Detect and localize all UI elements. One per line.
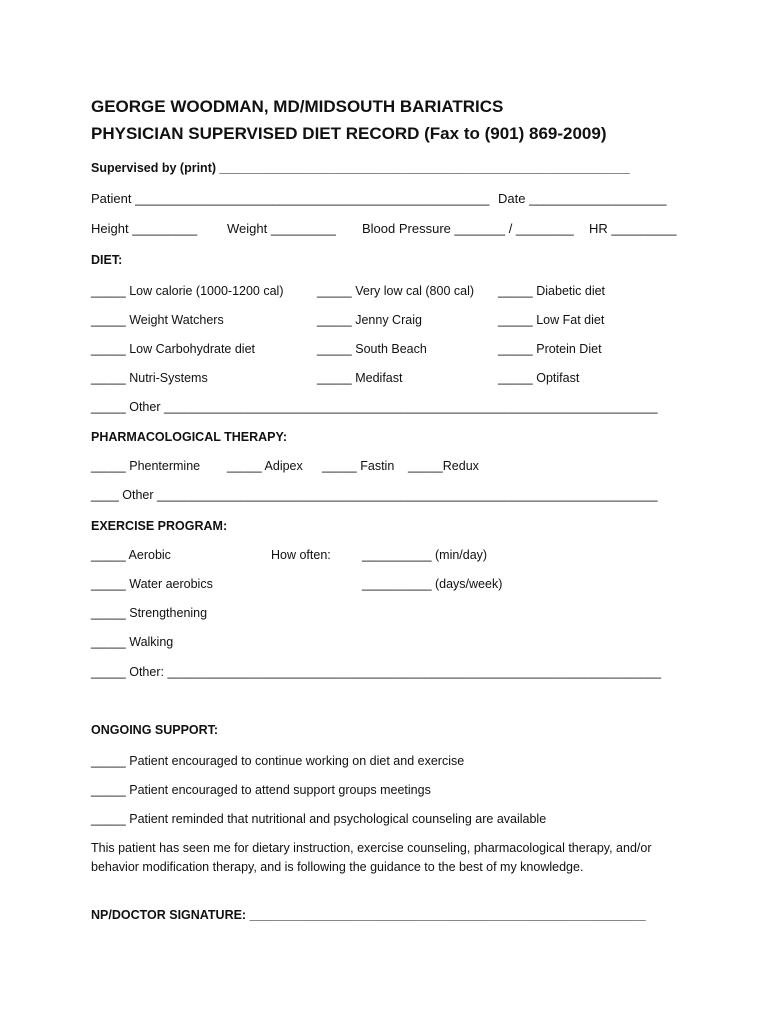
date-field[interactable]: Date ___________________ (498, 191, 667, 206)
form-title-line2: PHYSICIAN SUPERVISED DIET RECORD (Fax to (901) 869-2009) (91, 124, 607, 143)
exercise-option[interactable]: _____ Walking (91, 635, 174, 649)
exercise-option[interactable]: _____ Strengthening (91, 606, 208, 620)
blood-pressure-field[interactable]: Blood Pressure _______ / ________ (362, 221, 574, 236)
diet-option[interactable]: _____ Jenny Craig (317, 313, 422, 327)
pharma-option[interactable]: _____ Fastin (322, 459, 395, 473)
exercise-option[interactable]: _____ Aerobic (91, 548, 171, 562)
pharma-option[interactable]: _____Redux (408, 459, 479, 473)
diet-other-field[interactable]: _____ Other _______________________________________________________________________ (91, 400, 658, 414)
support-option[interactable]: _____ Patient reminded that nutritional and psychological counseling are available (91, 812, 547, 826)
days-per-week-field[interactable]: __________ (days/week) (362, 577, 503, 591)
how-often-label: How often: (271, 548, 331, 562)
ongoing-support-heading: ONGOING SUPPORT: (91, 723, 219, 737)
exercise-option[interactable]: _____ Water aerobics (91, 577, 213, 591)
hr-field[interactable]: HR _________ (589, 221, 677, 236)
support-option[interactable]: _____ Patient encouraged to attend support groups meetings (91, 783, 431, 797)
supervised-by-field[interactable]: Supervised by (print) ___________________________________________________________ (91, 161, 630, 175)
pharma-other-field[interactable]: ____ Other ________________________________________________________________________ (91, 488, 658, 502)
form-title-line1: GEORGE WOODMAN, MD/MIDSOUTH BARIATRICS (91, 97, 504, 116)
statement-line1: This patient has seen me for dietary instruction, exercise counseling, pharmacological therapy, and/or (91, 841, 652, 855)
diet-option[interactable]: _____ Low calorie (1000-1200 cal) (91, 284, 284, 298)
diet-option[interactable]: _____ Low Fat diet (498, 313, 605, 327)
pharma-option[interactable]: _____ Adipex (227, 459, 303, 473)
diet-option[interactable]: _____ Nutri-Systems (91, 371, 208, 385)
exercise-other-field[interactable]: _____ Other: _______________________________________________________________________ (91, 665, 662, 679)
diet-option[interactable]: _____ Diabetic diet (498, 284, 606, 298)
pharmacological-heading: PHARMACOLOGICAL THERAPY: (91, 430, 288, 444)
weight-field[interactable]: Weight _________ (227, 221, 336, 236)
pharma-option[interactable]: _____ Phentermine (91, 459, 201, 473)
statement-line2: behavior modification therapy, and is following the guidance to the best of my knowledge. (91, 860, 584, 874)
diet-option[interactable]: _____ Protein Diet (498, 342, 602, 356)
exercise-heading: EXERCISE PROGRAM: (91, 519, 228, 533)
patient-field[interactable]: Patient _________________________________________________ (91, 191, 490, 206)
min-per-day-field[interactable]: __________ (min/day) (362, 548, 488, 562)
height-field[interactable]: Height _________ (91, 221, 198, 236)
support-option[interactable]: _____ Patient encouraged to continue working on diet and exercise (91, 754, 465, 768)
diet-option[interactable]: _____ Optifast (498, 371, 580, 385)
diet-option[interactable]: _____ Weight Watchers (91, 313, 224, 327)
diet-option[interactable]: _____ Medifast (317, 371, 403, 385)
diet-option[interactable]: _____ Very low cal (800 cal) (317, 284, 475, 298)
diet-option[interactable]: _____ South Beach (317, 342, 427, 356)
diet-option[interactable]: _____ Low Carbohydrate diet (91, 342, 256, 356)
signature-field[interactable]: NP/DOCTOR SIGNATURE: _________________________________________________________ (91, 908, 646, 922)
diet-heading: DIET: (91, 253, 123, 267)
